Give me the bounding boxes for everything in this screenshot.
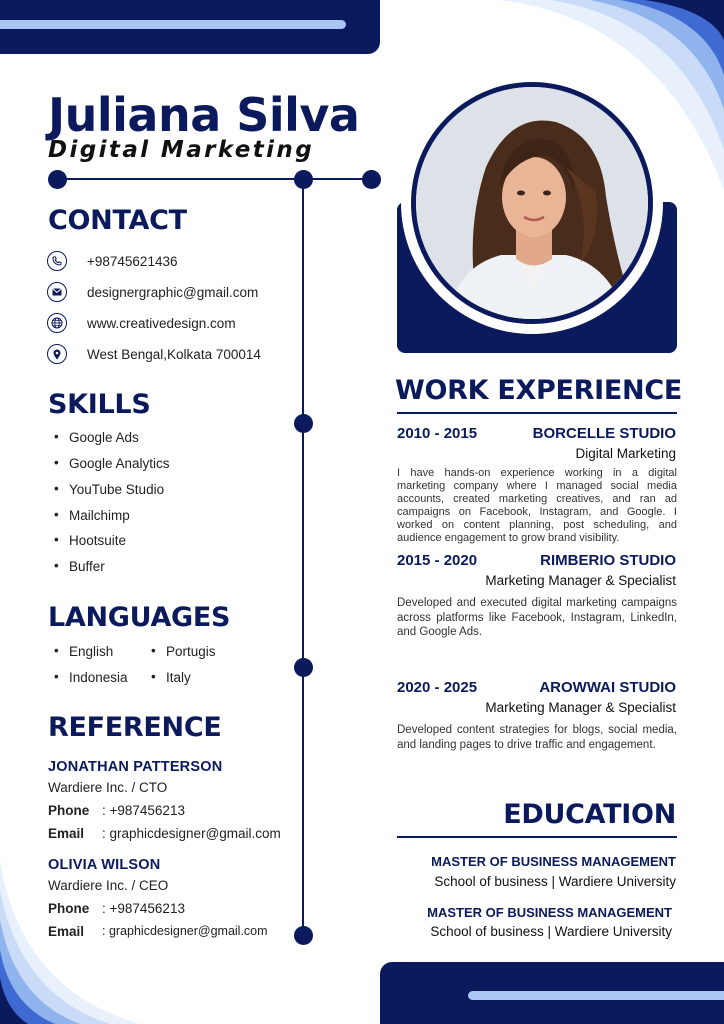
contact-heading: CONTACT xyxy=(48,205,187,236)
contact-phone-text: +98745621436 xyxy=(87,253,178,269)
timeline-dot xyxy=(48,170,67,189)
education-heading: EDUCATION xyxy=(503,799,676,830)
candidate-name: Juliana Silva xyxy=(48,88,360,142)
timeline-dot xyxy=(362,170,381,189)
work-heading-underline xyxy=(397,412,677,414)
education-heading-underline xyxy=(397,836,677,838)
job-years: 2010 - 2015 xyxy=(397,425,478,442)
job-company: AROWWAI STUDIO xyxy=(539,679,676,696)
reference-email-label: Email xyxy=(48,826,85,841)
timeline-dot xyxy=(294,414,313,433)
skill-item: • Mailchimp xyxy=(69,508,130,523)
skill-item: • Google Analytics xyxy=(69,456,170,471)
envelope-icon xyxy=(47,282,67,302)
bottom-banner-bar xyxy=(380,962,724,1024)
location-pin-icon xyxy=(47,344,67,364)
reference-phone-value: : +987456213 xyxy=(102,803,185,818)
language-item: • Italy xyxy=(166,670,191,685)
timeline-dot xyxy=(294,926,313,945)
skills-heading: SKILLS xyxy=(48,389,151,420)
contact-website xyxy=(47,313,236,333)
reference-name: JONATHAN PATTERSON xyxy=(48,759,223,775)
reference-phone-label: Phone xyxy=(48,803,90,818)
skill-item: • Buffer xyxy=(69,559,105,574)
skill-item: • YouTube Studio xyxy=(69,482,164,497)
language-item: • Portugis xyxy=(166,644,216,659)
reference-email-value[interactable]: : graphicdesigner@gmail.com xyxy=(102,924,268,938)
job-description: Developed and executed digital marketing campaigns across platforms like Facebook, Instagram, LinkedIn, and Google Ads. xyxy=(397,597,677,638)
contact-phone xyxy=(47,251,177,271)
reference-email-value[interactable]: : graphicdesigner@gmail.com xyxy=(102,826,281,841)
timeline-dot xyxy=(294,170,313,189)
reference-phone-label: Phone xyxy=(48,901,90,916)
reference-company: Wardiere Inc. / CTO xyxy=(48,780,168,795)
reference-name: OLIVIA WILSON xyxy=(48,857,161,873)
contact-email xyxy=(47,282,258,302)
education-school: School of business | Wardiere University xyxy=(430,924,672,939)
education-school: School of business | Wardiere University xyxy=(434,874,676,889)
education-degree: MASTER OF BUSINESS MANAGEMENT xyxy=(431,854,676,869)
language-item: • English xyxy=(69,644,113,659)
job-role: Marketing Manager & Specialist xyxy=(485,573,676,588)
globe-icon xyxy=(47,313,67,333)
skill-item: • Google Ads xyxy=(69,430,139,445)
education-degree: MASTER OF BUSINESS MANAGEMENT xyxy=(427,905,672,920)
profile-photo-illustration xyxy=(416,87,648,319)
job-role: Marketing Manager & Specialist xyxy=(485,700,676,715)
work-experience-heading: WORK EXPERIENCE xyxy=(395,375,682,406)
bottom-banner-stripe xyxy=(468,991,724,1000)
contact-address xyxy=(47,344,261,364)
job-years: 2020 - 2025 xyxy=(397,679,478,696)
contact-address-text: West Bengal,Kolkata 700014 xyxy=(87,346,261,362)
reference-email-label: Email xyxy=(48,924,85,939)
job-company: BORCELLE STUDIO xyxy=(532,425,676,442)
timeline-dot xyxy=(294,658,313,677)
reference-heading: REFERENCE xyxy=(48,712,222,743)
profile-photo xyxy=(411,82,653,324)
top-banner-bar xyxy=(0,0,380,54)
timeline-vertical-line xyxy=(302,178,304,935)
reference-phone-value: : +987456213 xyxy=(102,901,185,916)
top-banner-stripe xyxy=(0,20,346,29)
job-description: I have hands-on experience working in a digital marketing company where I managed social media accounts, created marketing creatives, and ran ad campaigns on Facebook, Instagram, and Google. I worked on content planning, post scheduling, and audience engagement to grow brand visibility. xyxy=(397,467,677,544)
language-item: • Indonesia xyxy=(69,670,128,685)
contact-email-text[interactable]: designergraphic@gmail.com xyxy=(87,284,259,300)
contact-website-text[interactable]: www.creativedesign.com xyxy=(87,315,236,331)
reference-company: Wardiere Inc. / CEO xyxy=(48,878,169,893)
skill-item: • Hootsuite xyxy=(69,533,126,548)
job-years: 2015 - 2020 xyxy=(397,552,478,569)
job-role: Digital Marketing xyxy=(575,446,676,461)
candidate-title: Digital Marketing xyxy=(48,137,315,163)
languages-heading: LANGUAGES xyxy=(48,602,231,633)
header-divider-line xyxy=(57,178,371,180)
job-company: RIMBERIO STUDIO xyxy=(540,552,676,569)
job-description: Developed content strategies for blogs, social media, and landing pages to drive traffic and engagement. xyxy=(397,724,677,751)
phone-icon xyxy=(47,251,67,271)
